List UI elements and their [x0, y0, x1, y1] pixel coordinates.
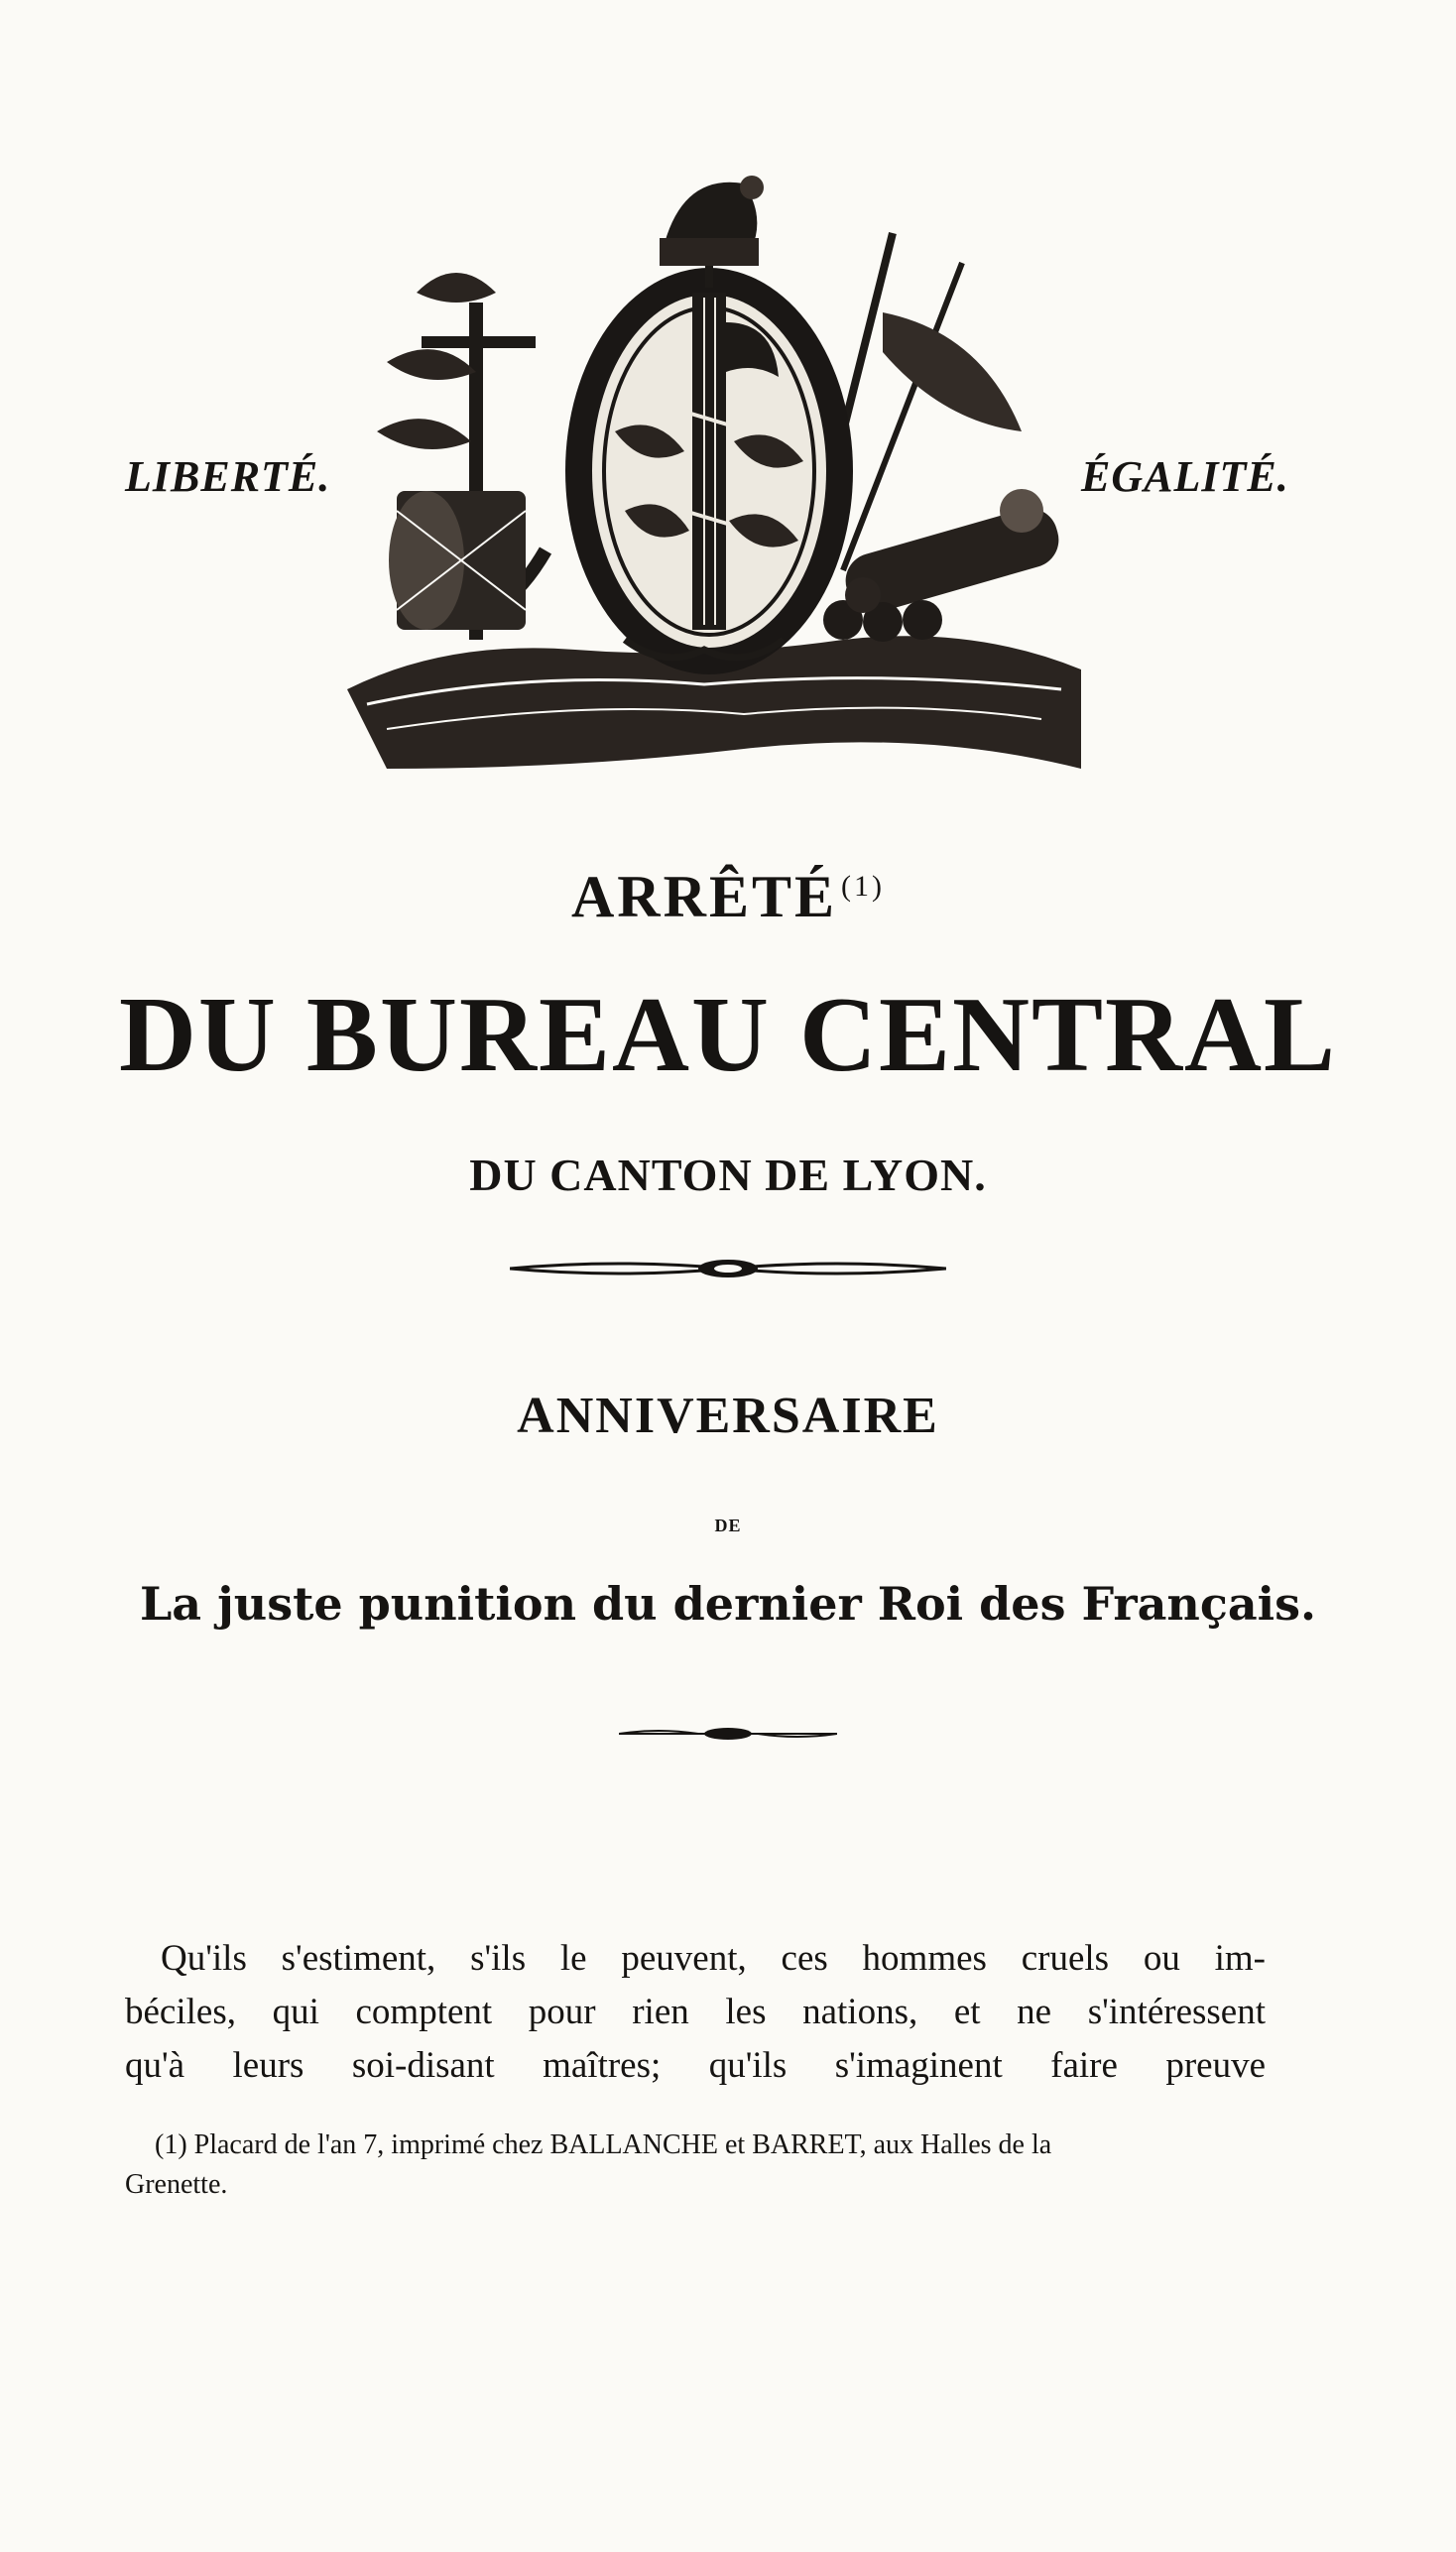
footnote-marker: (1) [841, 870, 886, 903]
motto-liberte: LIBERTÉ. [125, 452, 331, 501]
ornamental-divider-icon [510, 1254, 946, 1283]
body-line: béciles, qui comptent pour rien les nations, et ne s'intéressent [125, 1992, 1266, 2032]
body-line: Qu'ils s'estiment, s'ils le peuvent, ces hommes cruels ou im- [161, 1938, 1266, 1979]
republican-emblem-icon [327, 174, 1091, 779]
body-line: qu'à leurs soi-disant maîtres; qu'ils s'imaginent faire preuve [125, 2045, 1266, 2086]
title-arrete-text: ARRÊTÉ [570, 864, 838, 929]
heading-punition: La juste punition du dernier Roi des Français. [139, 1577, 1317, 1631]
footnote [125, 2126, 1266, 2205]
footnote-line: (1) Placard de l'an 7, imprimé chez BALLANCHE et BARRET, aux Halles de la [155, 2129, 1052, 2160]
title-canton: DU CANTON DE LYON. [469, 1150, 987, 1200]
small-divider-icon [619, 1724, 837, 1744]
title-arrete [0, 863, 1456, 931]
heading-de: DE [714, 1516, 742, 1535]
title-bureau-central: DU BUREAU CENTRAL [118, 976, 1338, 1094]
body-paragraph [125, 1932, 1266, 2093]
ornamental-rule-1 [0, 1254, 1456, 1283]
footnote-line: Grenette. [125, 2169, 228, 2200]
ornamental-rule-2 [0, 1724, 1456, 1744]
heading-anniversaire: ANNIVERSAIRE [517, 1388, 939, 1444]
motto-egalite: ÉGALITÉ. [1081, 452, 1289, 501]
